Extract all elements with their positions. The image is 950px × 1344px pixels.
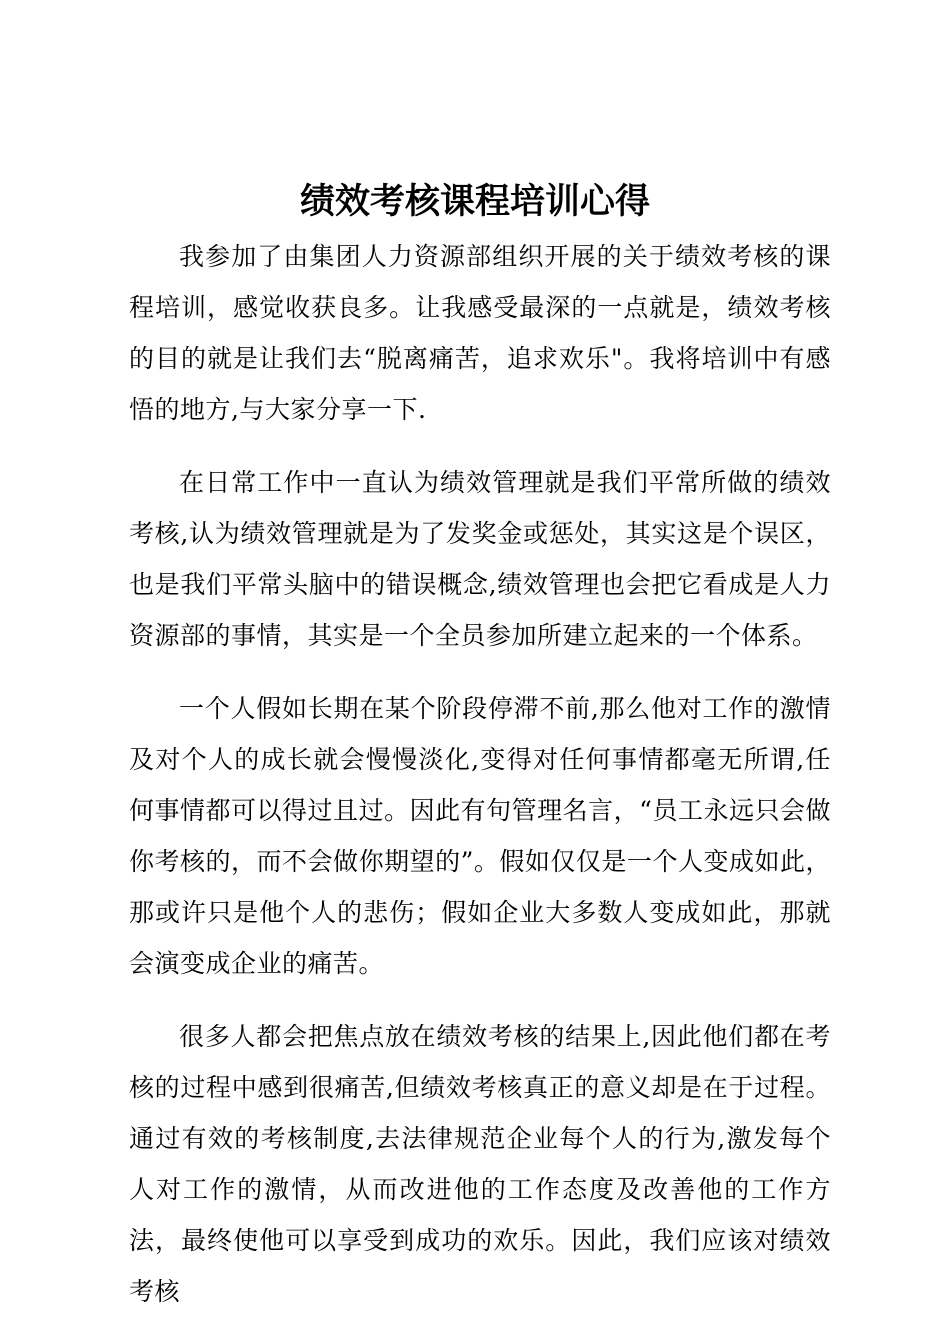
paragraph-1: 我参加了由集团人力资源部组织开展的关于绩效考核的课程培训，感觉收获良多。让我感受最深的一点就是，绩效考核的目的就是让我们去“脱离痛苦，追求欢乐"。我将培训中有感悟的地方,与大家分享一下. — [129, 242, 831, 424]
document-body — [129, 231, 831, 1339]
paragraph-4: 很多人都会把焦点放在绩效考核的结果上,因此他们都在考核的过程中感到很痛苦,但绩效考核真正的意义却是在于过程。通过有效的考核制度,去法律规范企业每个人的行为,激发每个人对工作的激情，从而改进他的工作态度及改善他的工作方法，最终使他可以享受到成功的欢乐。因此，我们应该对绩效考核 — [129, 1022, 831, 1306]
paragraph-3: 一个人假如长期在某个阶段停滞不前,那么他对工作的激情及对个人的成长就会慢慢淡化,变得对任何事情都毫无所谓,任何事情都可以得过且过。因此有句管理名言，“员工永远只会做你考核的，而不会做你期望的”。假如仅仅是一个人变成如此，那或许只是他个人的悲伤；假如企业大多数人变成如此，那就会演变成企业的痛苦。 — [129, 694, 831, 978]
paragraph-2: 在日常工作中一直认为绩效管理就是我们平常所做的绩效考核,认为绩效管理就是为了发奖金或惩处，其实这是个误区，也是我们平常头脑中的错误概念,绩效管理也会把它看成是人力资源部的事情，其实是一个全员参加所建立起来的一个体系。 — [129, 468, 831, 650]
document-title: 绩效考核课程培训心得 — [299, 181, 650, 222]
